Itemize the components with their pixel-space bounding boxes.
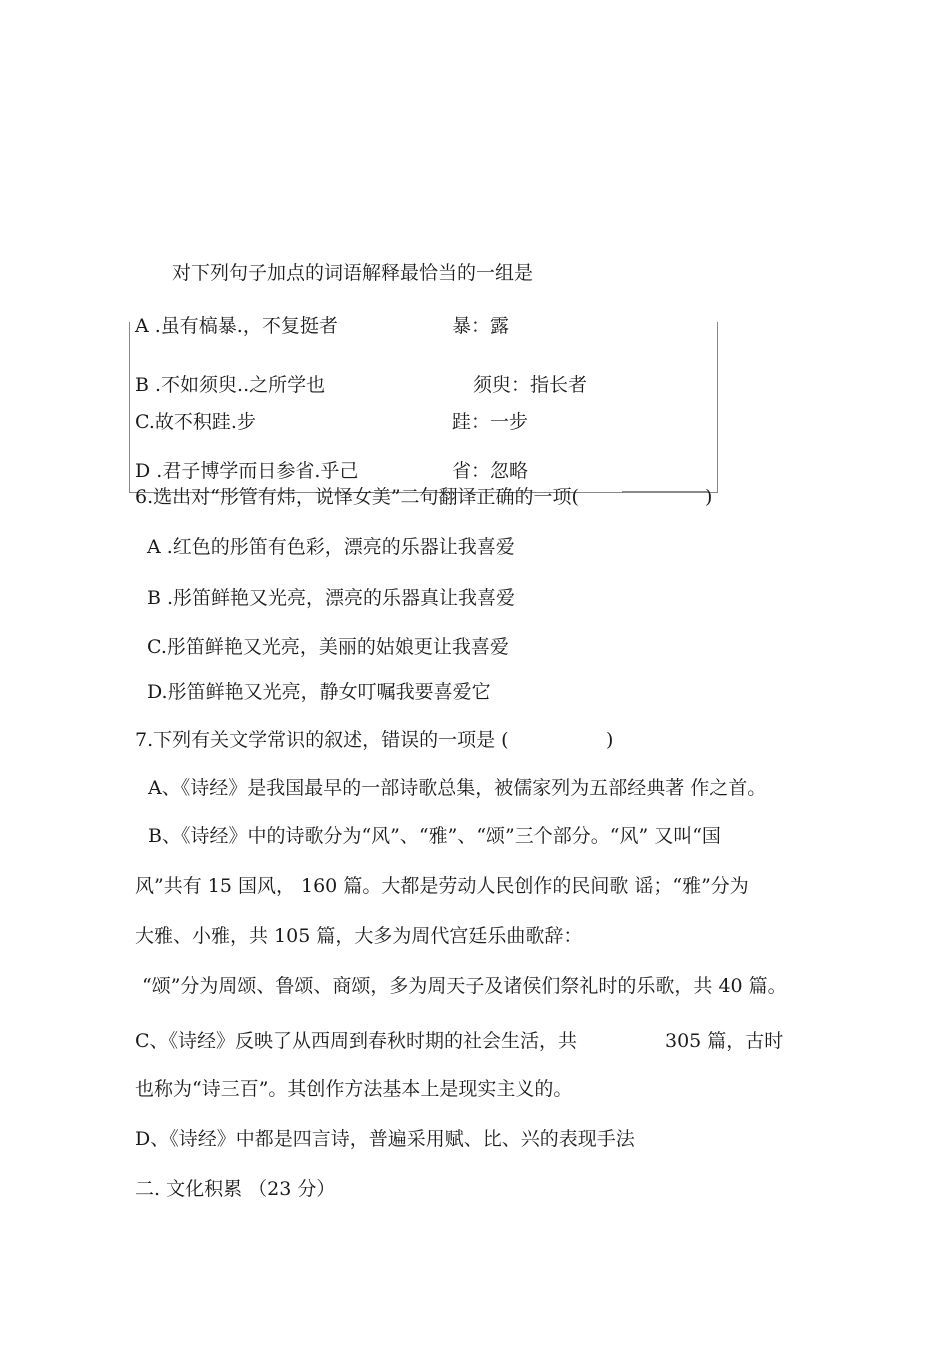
q7-option-b-line4: “颂”分为周颂、鲁颂、商颂，多为周天子及诸侯们祭礼时的乐歌，共 40 篇。 (142, 975, 787, 997)
q7-stem-close: ) (606, 729, 614, 751)
q5-option-b-gloss: 须臾：指长者 (473, 374, 588, 396)
section2-title: 二. 文化积累 （23 分） (135, 1178, 336, 1200)
q7-stem: 7.下列有关文学常识的叙述，错误的一项是 ( (135, 729, 509, 751)
q7-option-b-line1: B、《诗经》中的诗歌分为“风”、“雅”、“颂”三个部分。“风” 又叫“国 (148, 825, 721, 847)
q7-option-c-line2: 也称为“诗三百”。其创作方法基本上是现实主义的。 (135, 1078, 573, 1100)
q6-option-d: D.彤笛鲜艳又光亮，静女叮嘱我要喜爱它 (147, 681, 491, 703)
q5-option-a-sentence: A .虽有槁暴.，不复挺者 (135, 315, 338, 337)
q6-option-b: B .彤笛鲜艳又光亮，漂亮的乐器真让我喜爱 (147, 587, 516, 609)
q6-option-c: C.彤笛鲜艳又光亮，美丽的姑娘更让我喜爱 (147, 636, 509, 658)
q5-stem: 对下列句子加点的词语解释最恰当的一组是 (172, 262, 534, 284)
q6-stem: 6.选出对“彤管有炜，说怿女美”二句翻译正确的一项( (135, 486, 579, 508)
q5-option-c-sentence: C.故不积跬.步 (135, 411, 256, 433)
q6-answer-blank (622, 491, 708, 492)
q5-option-d-sentence: D .君子博学而日参省.乎己 (135, 460, 359, 482)
q5-option-d-gloss: 省：忽略 (452, 460, 529, 482)
q5-option-c-gloss: 跬：一步 (452, 411, 529, 433)
q7-option-d: D、《诗经》中都是四言诗，普遍采用赋、比、兴的表现手法 (135, 1128, 635, 1150)
q7-option-a: A、《诗经》是我国最早的一部诗歌总集，被儒家列为五部经典著 作之首。 (148, 777, 767, 799)
q6-stem-close: ) (705, 486, 713, 508)
q5-option-a-gloss: 暴：露 (452, 315, 510, 337)
q7-option-b-line3: 大雅、小雅，共 105 篇，大多为周代宫廷乐曲歌辞： (135, 925, 583, 947)
q5-option-b-sentence: B .不如须臾..之所学也 (135, 374, 326, 396)
q7-option-b-line2: 风”共有 15 国风， 160 篇。大都是劳动人民创作的民间歌 谣；“雅”分为 (135, 875, 749, 897)
q7-option-c-part2: 305 篇，古时 (665, 1030, 784, 1052)
q6-option-a: A .红色的彤笛有色彩，漂亮的乐器让我喜爱 (147, 536, 515, 558)
q7-option-c-part1: C、《诗经》反映了从西周到春秋时期的社会生活，共 (135, 1030, 578, 1052)
